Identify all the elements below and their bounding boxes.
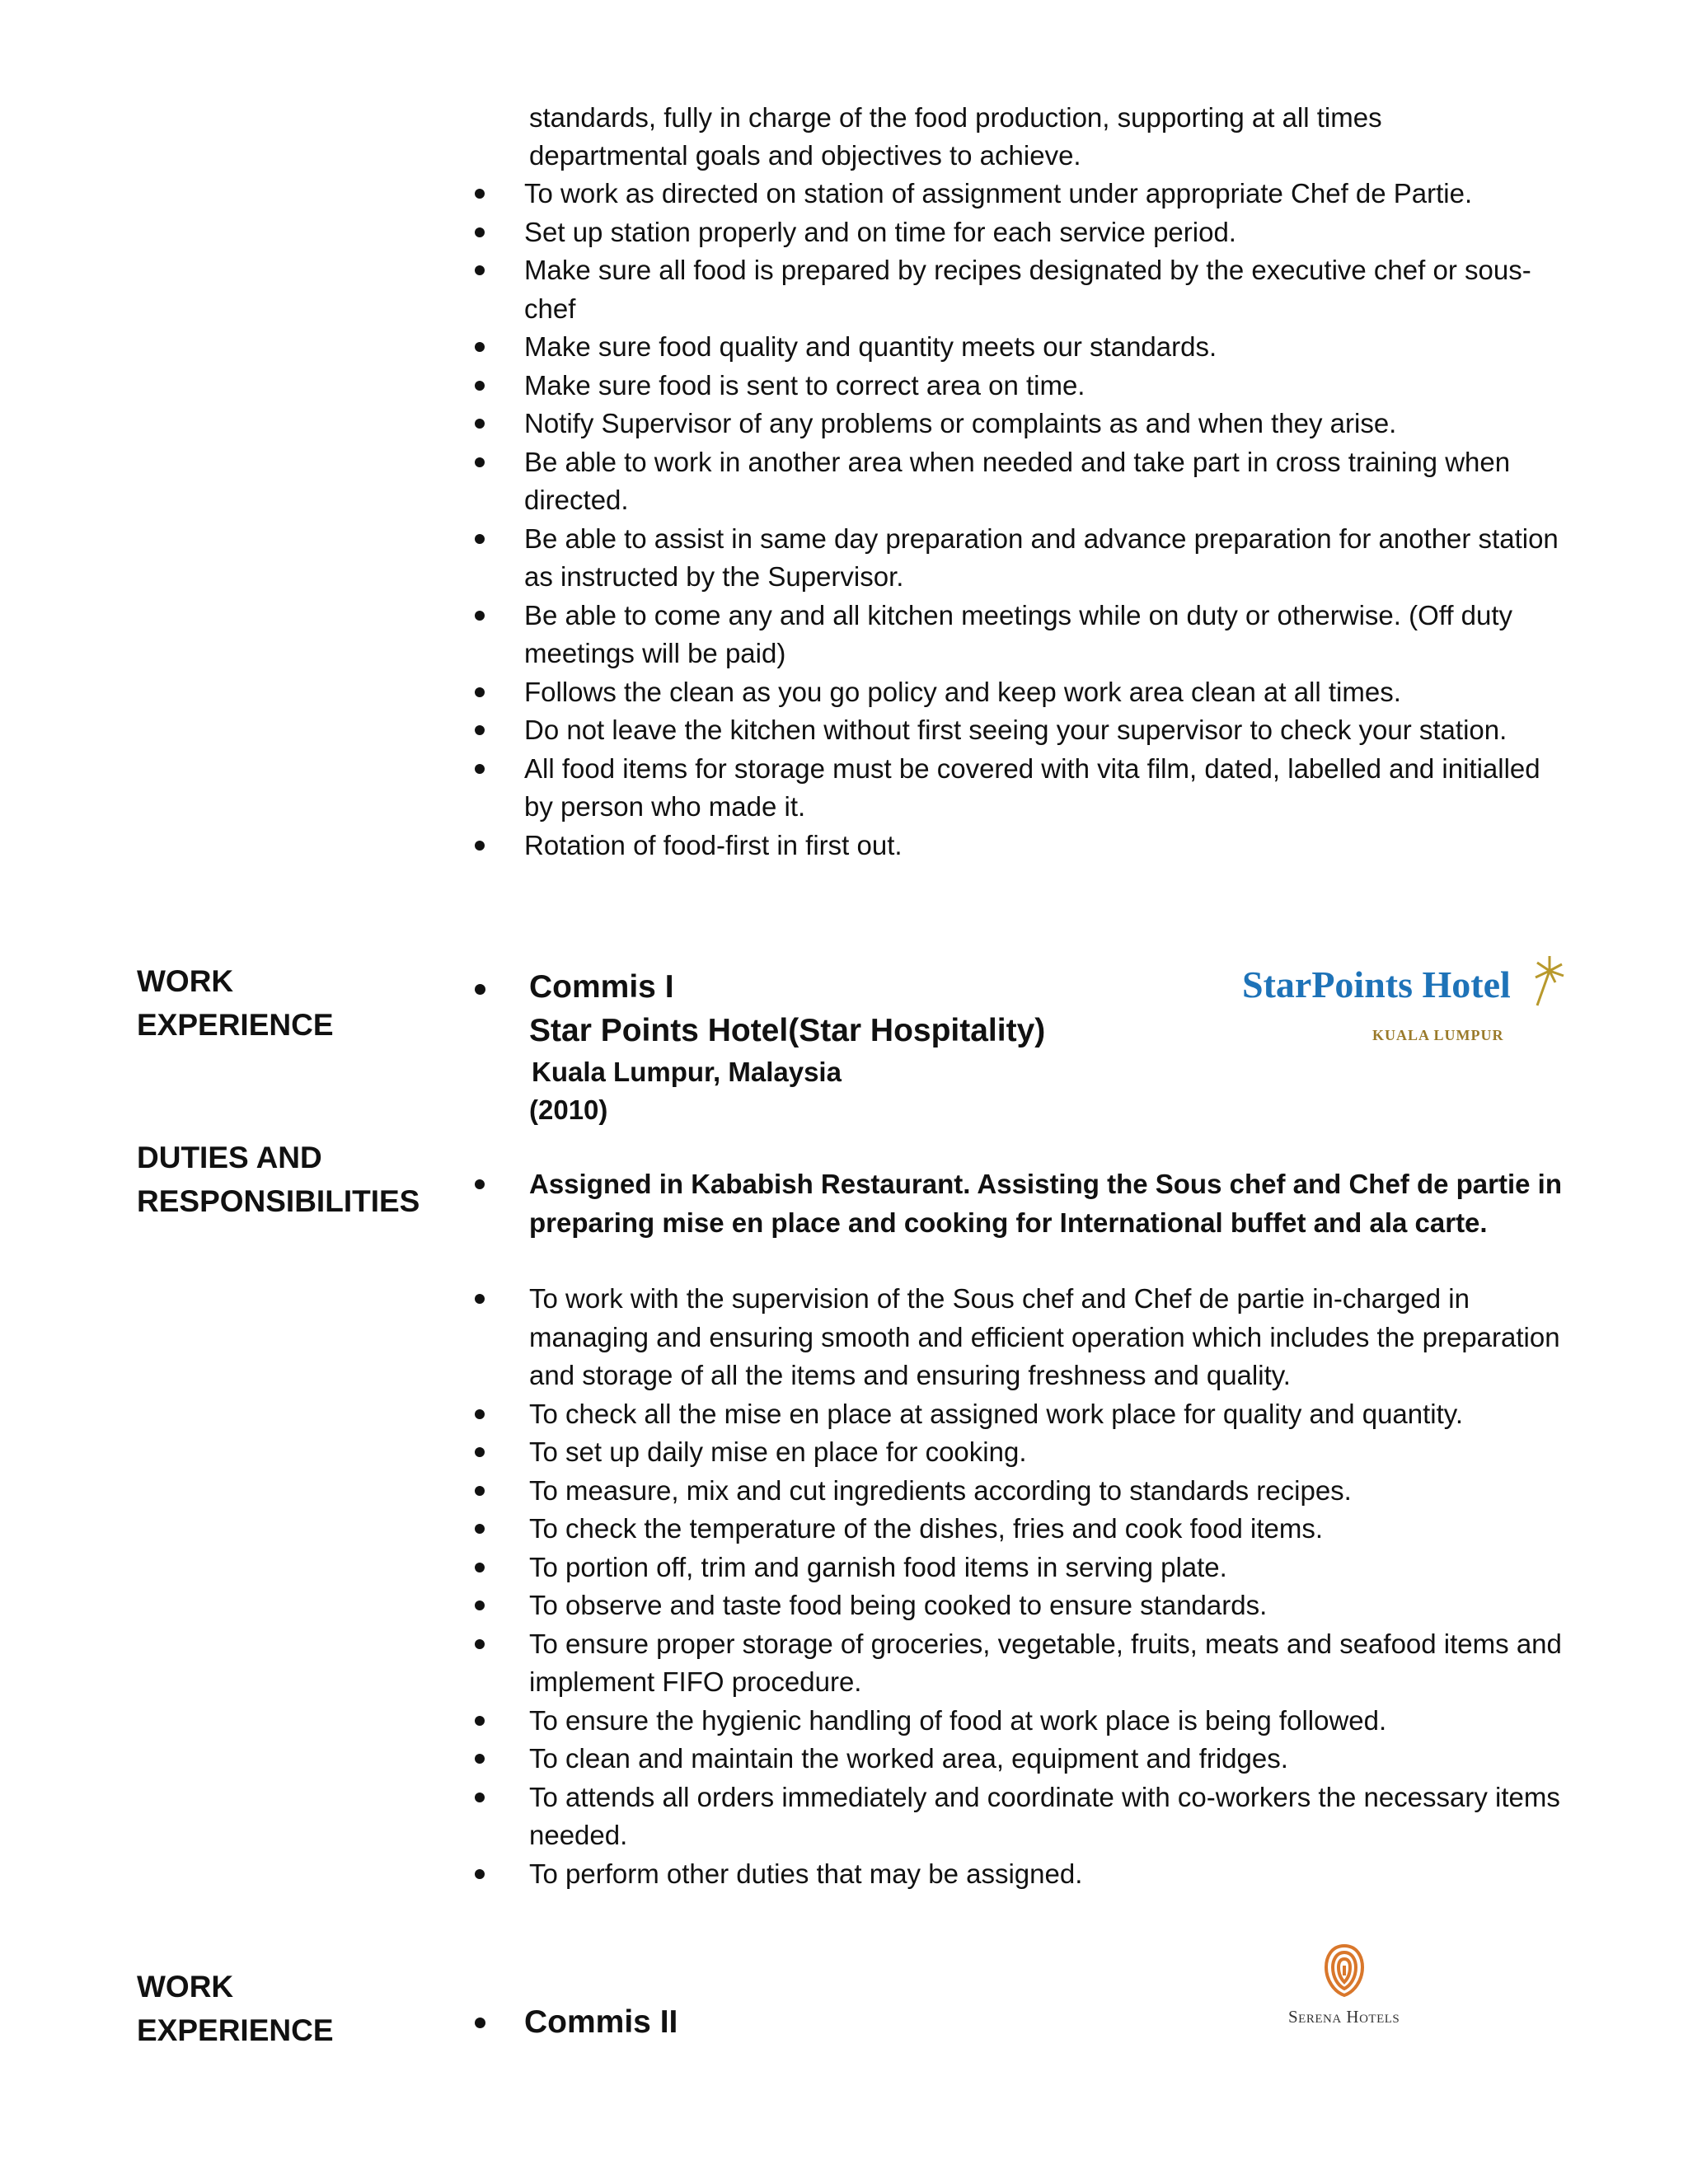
list-item: All food items for storage must be covered with vita film, dated, labelled and initialled by person who made it.: [475, 750, 1563, 827]
starpoints-hotel-logo: [1240, 954, 1603, 1053]
logo-name: Serena Hotels: [1288, 2007, 1400, 2027]
list-item: To ensure proper storage of groceries, vegetable, fruits, meats and seafood items and implement FIFO procedure.: [475, 1625, 1571, 1702]
logo-name: StarPoints Hotel: [1242, 963, 1511, 1005]
list-item: Make sure all food is prepared by recipes designated by the executive chef or sous-chef: [475, 251, 1563, 328]
list-item: To portion off, trim and garnish food items in serving plate.: [475, 1549, 1571, 1587]
continuation-line: standards, fully in charge of the food production, supporting at all times: [529, 102, 1382, 133]
list-item: To ensure the hygienic handling of food at work place is being followed.: [475, 1702, 1571, 1741]
continuation-line: departmental goals and objectives to achieve.: [529, 140, 1081, 171]
list-item: To work with the supervision of the Sous chef and Chef de partie in-charged in managing and ensuring smooth and efficient operation which includes the preparation and storage of all the items and ensuring freshness and quality.: [475, 1280, 1571, 1395]
list-item: To check all the mise en place at assigned work place for quality and quantity.: [475, 1395, 1571, 1434]
duties-summary-list: [475, 1165, 1571, 1242]
list-item: To measure, mix and cut ingredients according to standards recipes.: [475, 1472, 1571, 1511]
star-burst-icon: [1529, 954, 1570, 1012]
list-item: To clean and maintain the worked area, equipment and fridges.: [475, 1740, 1571, 1779]
job-position: Commis II: [524, 2004, 678, 2040]
section-label-work-experience: WORK EXPERIENCE: [137, 964, 334, 1042]
section-label-work-experience-2: WORK EXPERIENCE: [137, 1970, 334, 2047]
section-label-duties: DUTIES AND RESPONSIBILITIES: [137, 1141, 420, 1218]
top-duties-list: [475, 175, 1563, 865]
job-employer: Star Points Hotel(Star Hospitality): [529, 1013, 1046, 1048]
list-item: Make sure food is sent to correct area on time.: [475, 367, 1563, 405]
fingerprint-swirl-icon: [1321, 1941, 1367, 2000]
job-year: (2010): [529, 1094, 608, 1125]
list-item: Be able to come any and all kitchen meetings while on duty or otherwise. (Off duty meetings will be paid): [475, 597, 1563, 673]
list-item: To work as directed on station of assignment under appropriate Chef de Partie.: [475, 175, 1563, 213]
duties-summary: Assigned in Kababish Restaurant. Assisting the Sous chef and Chef de partie in preparing mise en place and cooking for International buffet and ala carte.: [475, 1165, 1571, 1242]
job-location: Kuala Lumpur, Malaysia: [532, 1057, 842, 1087]
logo-city: KUALA LUMPUR: [1372, 1027, 1504, 1043]
list-item: Be able to work in another area when needed and take part in cross training when directed.: [475, 443, 1563, 520]
bullet-dot: [475, 984, 485, 995]
duties-list: [475, 1280, 1571, 1893]
list-item: Follows the clean as you go policy and keep work area clean at all times.: [475, 673, 1563, 712]
list-item: To check the temperature of the dishes, fries and cook food items.: [475, 1510, 1571, 1549]
bullet-dot: [475, 2018, 485, 2028]
list-item: Do not leave the kitchen without first seeing your supervisor to check your station.: [475, 711, 1563, 750]
list-item: Set up station properly and on time for each service period.: [475, 213, 1563, 252]
list-item: Notify Supervisor of any problems or complaints as and when they arise.: [475, 405, 1563, 443]
list-item: To set up daily mise en place for cooking.: [475, 1433, 1571, 1472]
list-item: Make sure food quality and quantity meets our standards.: [475, 328, 1563, 367]
serena-hotels-logo: [1273, 1941, 1438, 2032]
list-item: Be able to assist in same day preparation and advance preparation for another station as instructed by the Supervisor.: [475, 520, 1563, 597]
list-item: To observe and taste food being cooked to ensure standards.: [475, 1586, 1571, 1625]
list-item: To perform other duties that may be assigned.: [475, 1855, 1571, 1894]
job-position: Commis I: [529, 969, 674, 1005]
list-item: Rotation of food-first in first out.: [475, 827, 1563, 865]
continuation-text: [529, 99, 1568, 175]
list-item: To attends all orders immediately and coordinate with co-workers the necessary items needed.: [475, 1779, 1571, 1855]
